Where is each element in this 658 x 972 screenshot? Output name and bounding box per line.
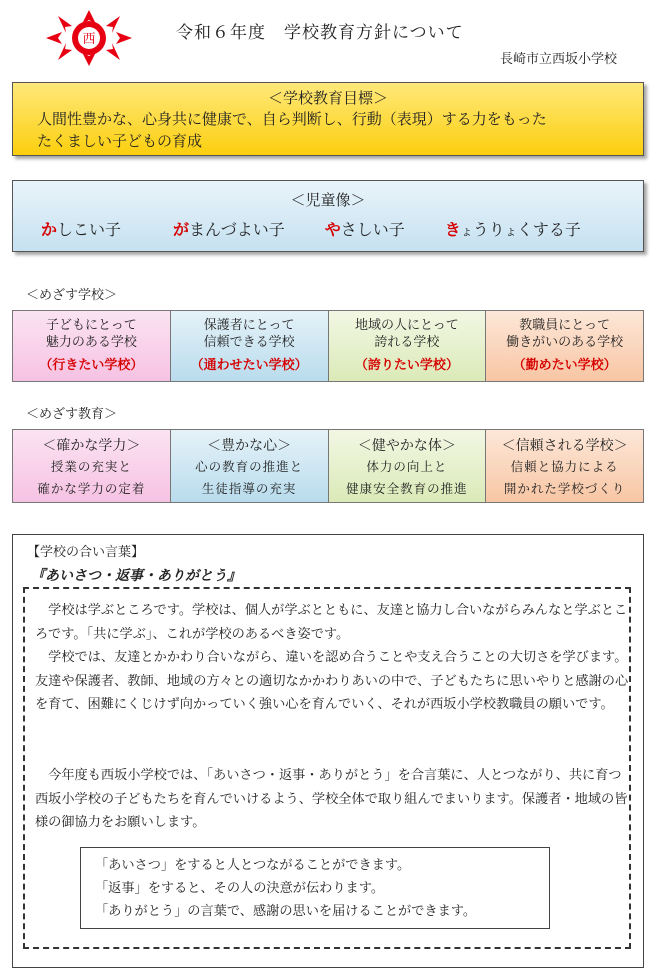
aim-school-cell: 地域の人にとって 誇れる学校 （誇りたい学校） [329,311,487,381]
aim-education-cell: ＜健やかな体＞ 体力の向上と 健康安全教育の推進 [329,430,487,502]
trait-kyouryoku: きょうりょくする子 [444,220,581,239]
trait-gamanzuyoi: がまんづよい子 [173,220,285,239]
motto-summary-box [80,847,550,929]
trait-yasashii: やさしい子 [324,220,405,239]
aim-school-label: ＜めざす学校＞ [26,288,118,303]
aim-school-cell: 保護者にとって 信頼できる学校 （通わせたい学校） [171,311,329,381]
page-title: 令和６年度 学校教育方針について [176,23,464,43]
aim-school-cell: 子どもにとって 魅力のある学校 （行きたい学校） [13,311,171,381]
school-emblem-icon [44,8,134,68]
aim-education-label: ＜めざす教育＞ [26,407,118,422]
motto-title: 『あいさつ・返事・ありがとう』 [31,568,241,584]
trait-kashikoi: かしこい子 [41,220,122,239]
child-traits-row [13,217,643,240]
goal-heading: ＜学校教育目標＞ [267,89,388,107]
summary-line: 「あいさつ」をすると人とつながることができます。 [95,858,411,873]
school-name: 長崎市立西坂小学校 [500,52,618,67]
education-goal-box [12,82,644,156]
motto-paragraph-1: 学校は学ぶところです。学校は、個人が学ぶとともに、友達と協力し合いながらみんなと学ぶところです。「共に学ぶ」、これが学校のあるべき姿です。 [35,603,628,642]
aim-education-cell: ＜信頼される学校＞ 信頼と協力による 開かれた学校づくり [486,430,643,502]
motto-box [12,534,644,968]
aim-school-grid [12,310,644,382]
summary-line: 「ありがとう」の言葉で、感謝の思いを届けることができます。 [95,904,477,919]
aim-education-cell: ＜確かな学力＞ 授業の充実と 確かな学力の定着 [13,430,171,502]
emblem-text: 西 [82,32,96,47]
motto-paragraph-3: 今年度も西坂小学校では、「あいさつ・返事・ありがとう」を合言葉に、人とつながり、共に育つ西坂小学校の子どもたちを育んでいけるよう、学校全体で取り組んでまいります。保護者・地域の皆様の御協力をお願いします。 [35,768,628,830]
aim-education-cell: ＜豊かな心＞ 心の教育の推進と 生徒指導の充実 [171,430,329,502]
goal-line-1: 人間性豊かな、心身共に健康で、自ら判断し、行動（表現）する力をもった [37,110,547,128]
aim-school-cell: 教職員にとって 働きがいのある学校 （勤めたい学校） [486,311,643,381]
child-heading: ＜児童像＞ [290,191,366,209]
ideal-child-box [12,180,644,252]
motto-label: 【学校の合い言葉】 [27,545,145,560]
goal-line-2: たくましい子どもの育成 [37,132,203,150]
summary-line: 「返事」をすると、その人の決意が伝わります。 [95,881,385,896]
aim-education-grid [12,429,644,503]
motto-dashed-frame [23,587,631,949]
motto-paragraph-2: 学校では、友達とかかわり合いながら、違いを認め合うことや支え合うことの大切さを学びます。友達や保護者、教師、地域の方々との適切なかかわりあいの中で、子どもたちに思いやりと感謝の心を育て、困難にくじけず向かっていく強い心を育んでいく、それが西坂小学校教職員の願いです。 [35,650,629,712]
